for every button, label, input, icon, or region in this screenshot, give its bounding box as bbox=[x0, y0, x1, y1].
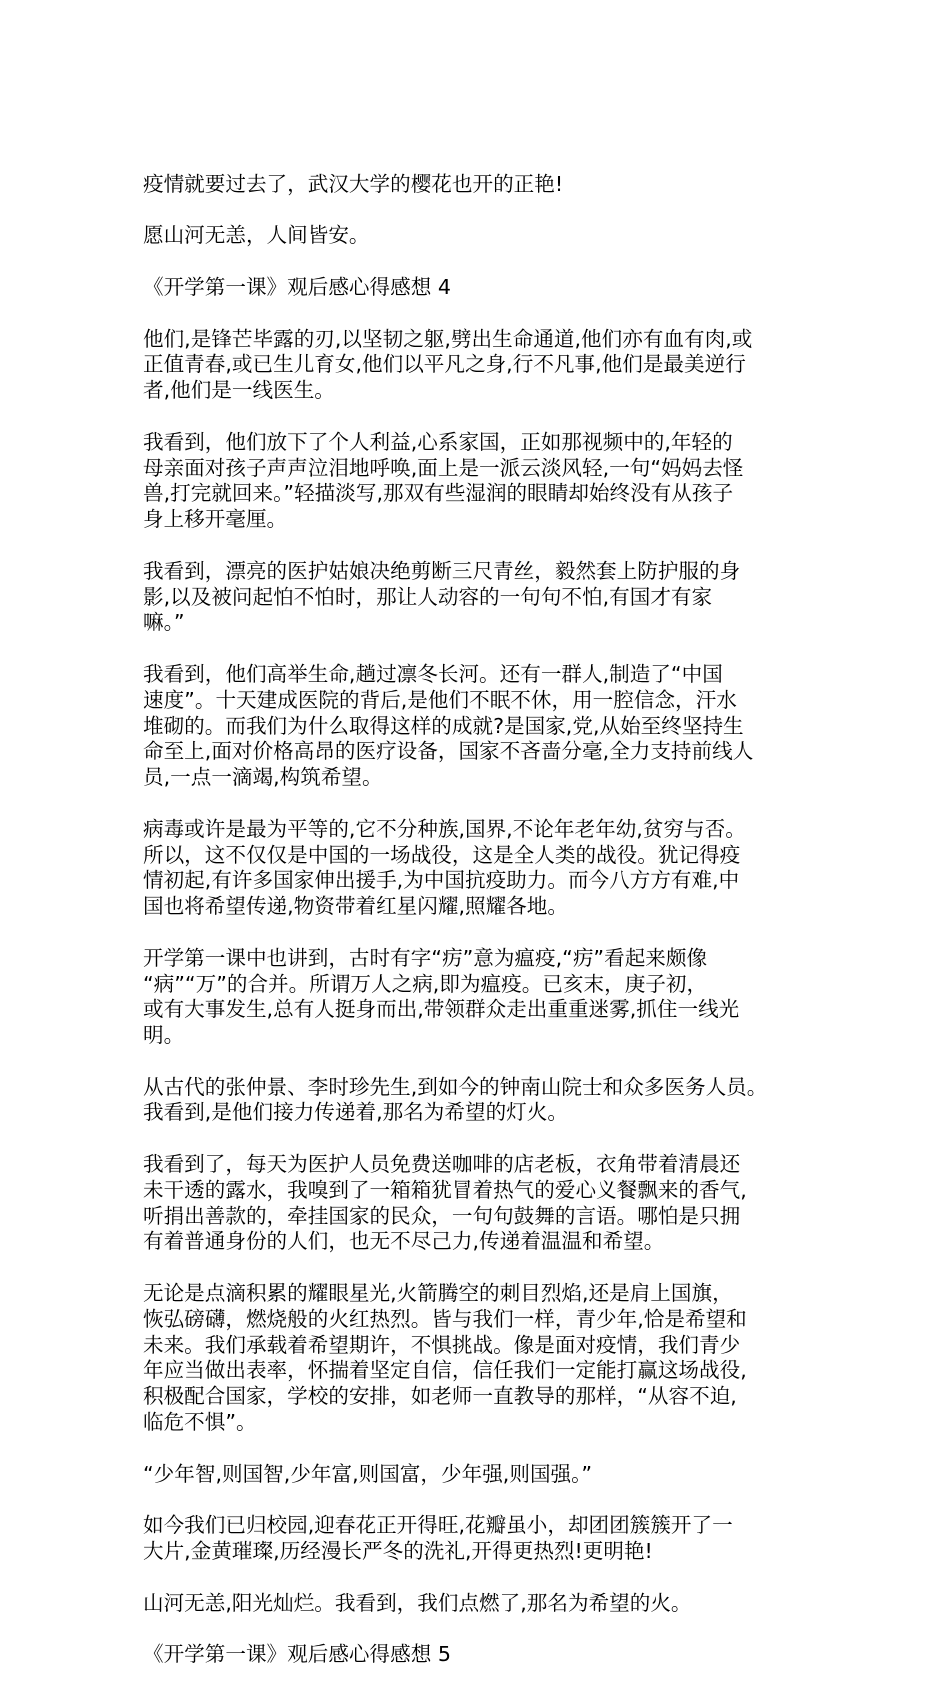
paragraph-8: 病毒或许是最为平等的,它不分种族,国界,不论年老年幼,贫穷与否。 所以，这不仅仅是中国的一场战役，这是全人类的战役。犹记得疫 情初起,有许多国家伸出援手,为中国抗疫助力。而今八方方有难,中 国也将希望传递,物资带着红星闪耀,照耀各地。 bbox=[143, 816, 746, 919]
paragraph-7: 我看到，他们高举生命,趟过凛冬长河。还有一群人,制造了“中国 速度”。十天建成医院的背后,是他们不眠不休，用一腔信念，汗水 堆砌的。而我们为什么取得这样的成就?是国家,党,从始至终坚持生 命至上,面对价格高昂的医疗设备，国家不吝啬分毫,全力支持前线人 员,一点一滴竭,构筑希望。 bbox=[143, 661, 754, 790]
section-heading-4: 《开学第一课》观后感心得感想 4 bbox=[143, 274, 451, 299]
quote-paragraph: “少年智,则国智,少年富,则国富，少年强,则国强。” bbox=[143, 1461, 593, 1486]
paragraph-1: 疫情就要过去了，武汉大学的樱花也开的正艳! bbox=[143, 171, 564, 196]
paragraph-10: 从古代的张仲景、李时珍先生,到如今的钟南山院士和众多医务人员。 我看到,是他们接力传递着,那名为希望的灯火。 bbox=[143, 1074, 768, 1125]
paragraph-2: 愿山河无恙，人间皆安。 bbox=[143, 223, 370, 248]
paragraph-12: 无论是点滴积累的耀眼星光,火箭腾空的刺目烈焰,还是肩上国旗， 恢弘磅礴，燃烧般的火红热烈。皆与我们一样，青少年,恰是希望和 未来。我们承载着希望期许，不惧挑战。像是面对疫情，我们青少 年应当做出表率，怀揣着坚定自信，信任我们一定能打赢这场战役, 积极配合国家，学校的安排，如老师一直教导的那样，“从容不迫, 临危不惧”。 bbox=[143, 1281, 747, 1435]
paragraph-15: 山河无恙,阳光灿烂。我看到，我们点燃了,那名为希望的火。 bbox=[143, 1590, 692, 1615]
document-page bbox=[143, 146, 815, 1694]
paragraph-14: 如今我们已归校园,迎春花正开得旺,花瓣虽小，却团团簇簇开了一 大片,金黄璀璨,历经漫长严冬的洗礼,开得更热烈!更明艳! bbox=[143, 1513, 733, 1564]
paragraph-6: 我看到，漂亮的医护姑娘决绝剪断三尺青丝，毅然套上防护服的身 影,以及被问起怕不怕时，那让人动容的一句句不怕,有国才有家 嘛。” bbox=[143, 558, 741, 635]
paragraph-4: 他们,是锋芒毕露的刃,以坚韧之躯,劈出生命通道,他们亦有血有肉,或 正值青春,或已生儿育女,他们以平凡之身,行不凡事,他们是最美逆行 者,他们是一线医生。 bbox=[143, 326, 753, 403]
paragraph-11: 我看到了，每天为医护人员免费送咖啡的店老板，衣角带着清晨还 未干透的露水，我嗅到了一箱箱犹冒着热气的爱心义餐飘来的香气, 听捐出善款的，牵挂国家的民众，一句句鼓舞的言语。哪怕是只拥 有着普通身份的人们，也无不尽己力,传递着温温和希望。 bbox=[143, 1152, 747, 1254]
paragraph-9: 开学第一课中也讲到，古时有字“疠”意为瘟疫,“疠”看起来颇像 “病”“万”的合并。所谓万人之病,即为瘟疫。已亥末，庚子初， 或有大事发生,总有人挺身而出,带领群众走出重重迷雾,抓住一线光 明。 bbox=[143, 945, 740, 1048]
paragraph-5: 我看到，他们放下了个人利益,心系家国，正如那视频中的,年轻的 母亲面对孩子声声泣泪地呼唤,面上是一派云淡风轻,一句“妈妈去怪 兽,打完就回来。”轻描淡写,那双有些湿润的眼睛却始终没有从孩子 身上移开毫厘。 bbox=[143, 429, 744, 532]
section-heading-5: 《开学第一课》观后感心得感想 5 bbox=[143, 1642, 451, 1667]
